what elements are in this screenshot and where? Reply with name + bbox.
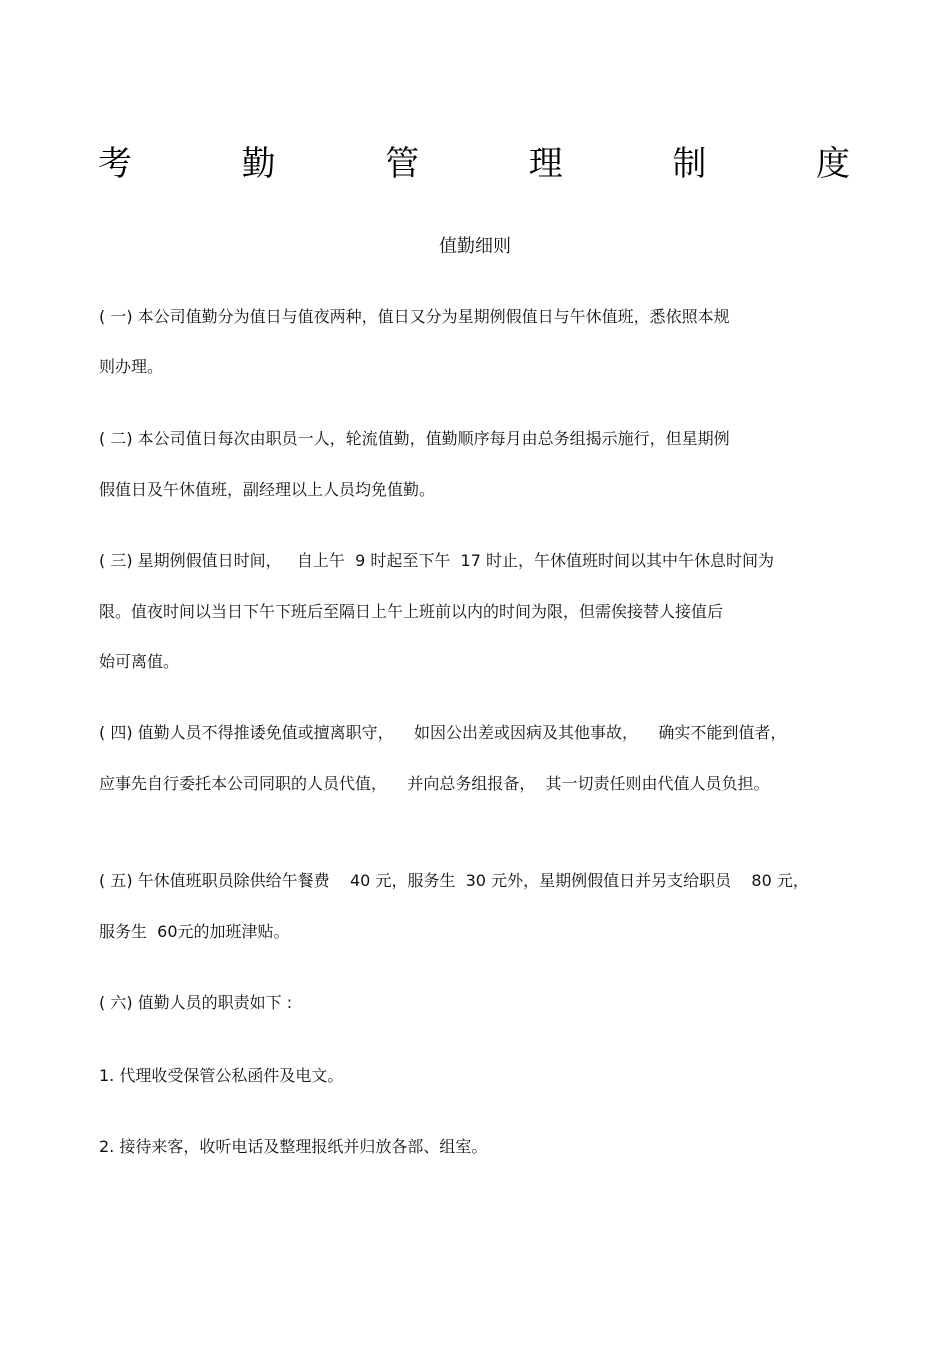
paragraph-line: ( 六) 值勤人员的职责如下 :	[99, 993, 293, 1012]
paragraph-line: 限。值夜时间以当日下午下班后至隔日上午上班前以内的时间为限，但需俟接替人接值后	[99, 602, 724, 621]
paragraph-line: 始可离值。	[99, 652, 180, 671]
paragraph-line: ( 五) 午休值班职员除供给午餐费 40 元，服务生 30 元外，星期例假值日并另支给职员 80 元，	[99, 871, 809, 890]
list-item: 2. 接待来客，收听电话及整理报纸并归放各部、组室。	[99, 1137, 488, 1156]
paragraph-line: 应事先自行委托本公司同职的人员代值， 并向总务组报备， 其一切责任则由代值人员负担。	[99, 774, 770, 793]
paragraph-line: 则办理。	[99, 357, 164, 376]
paragraph-line: ( 三) 星期例假值日时间， 自上午 9 时起至下午 17 时止，午休值班时间以其中午休息时间为	[99, 551, 774, 570]
title-char: 理	[528, 144, 563, 184]
document-title	[98, 140, 850, 188]
title-char: 管	[385, 144, 420, 184]
paragraph-line: 服务生 60元的加班津贴。	[99, 922, 290, 941]
paragraph-line: ( 一) 本公司值勤分为值日与值夜两种，值日又分为星期例假值日与午休值班，悉依照本规	[99, 307, 730, 326]
title-char: 考	[98, 144, 132, 184]
paragraph-line: ( 二) 本公司值日每次由职员一人，轮流值勤，值勤顺序每月由总务组揭示施行，但星期例	[99, 429, 730, 448]
title-char: 度	[815, 144, 850, 184]
paragraph-line: 假值日及午休值班，副经理以上人员均免值勤。	[99, 480, 436, 499]
paragraph-line: ( 四) 值勤人员不得推诿免值或擅离职守， 如因公出差或因病及其他事故， 确实不能到值者，	[99, 723, 787, 742]
title-char: 勤	[241, 144, 276, 184]
title-char: 制	[672, 144, 707, 184]
list-item: 1. 代理收受保管公私函件及电文。	[99, 1066, 344, 1085]
section-subtitle: 值勤细则	[439, 236, 511, 257]
